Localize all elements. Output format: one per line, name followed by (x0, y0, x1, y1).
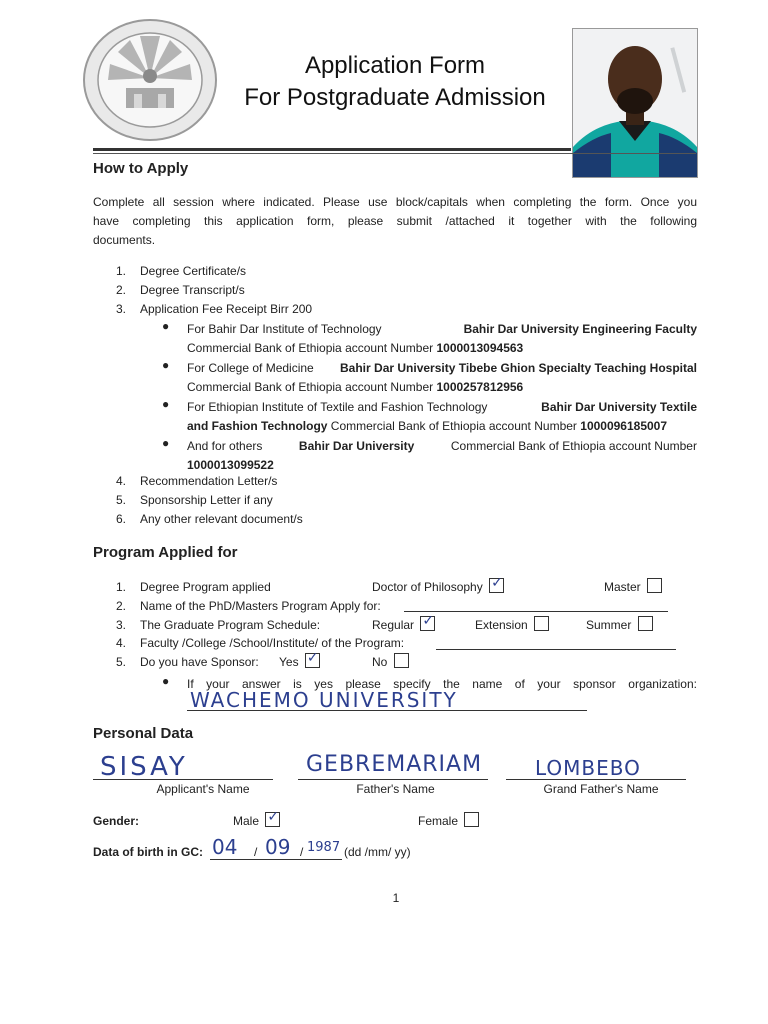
header-rule-thick (93, 148, 571, 151)
father-name-line (298, 779, 488, 780)
bank-label: Commercial Bank of Ethiopia account Number (187, 380, 434, 394)
list-number: 2. (115, 283, 126, 297)
master-label: Master (604, 580, 641, 594)
no-label: No (372, 655, 388, 669)
female-label: Female (418, 814, 459, 828)
phd-label: Doctor of Philosophy (372, 580, 483, 594)
father-name-caption: Father's Name (356, 782, 435, 796)
fee-account-line (187, 417, 667, 436)
fee-beneficiary: Bahir Dar University Textile (541, 400, 697, 414)
bullet-icon: ● (162, 674, 170, 688)
fee-account-line (187, 378, 523, 397)
check-mark-icon: ✓ (306, 650, 319, 666)
sponsor-label: Do you have Sponsor: (140, 655, 259, 669)
sponsor-yes-option[interactable] (279, 650, 320, 672)
dob-day-value[interactable]: 04 (212, 835, 238, 859)
fee-beneficiary: Bahir Dar University (298, 439, 415, 453)
list-item: Degree Certificate/s (140, 264, 247, 278)
grandfather-name-value[interactable]: LOMBEBO (535, 756, 641, 780)
question-number: 2. (115, 599, 126, 613)
fee-unit: For College of Medicine (187, 361, 314, 375)
list-number: 4. (115, 474, 126, 488)
extension-label: Extension (475, 618, 528, 632)
bank-label: Commercial Bank of Ethiopia account Number (187, 341, 434, 355)
father-name-value[interactable]: GEBREMARIAM (306, 752, 483, 777)
personal-data-heading: Personal Data (93, 725, 194, 742)
program-heading: Program Applied for (93, 544, 238, 561)
schedule-label: The Graduate Program Schedule: (140, 618, 321, 632)
grandfather-name-line (506, 779, 686, 780)
master-checkbox[interactable] (647, 578, 662, 593)
how-to-apply-heading: How to Apply (93, 160, 189, 177)
female-checkbox[interactable] (464, 812, 479, 827)
female-option[interactable] (418, 812, 479, 831)
summer-label: Summer (586, 618, 632, 632)
degree-program-label: Degree Program applied (140, 580, 271, 594)
summer-option[interactable] (586, 616, 653, 635)
master-option[interactable] (604, 578, 662, 597)
check-mark-icon: ✓ (491, 575, 503, 591)
intro-line-1: Complete all session where indicated. Please use block/capitals when completing the form. Once you (93, 195, 697, 209)
account-number: 1000013094563 (436, 341, 524, 355)
check-mark-icon: ✓ (267, 809, 280, 825)
form-title: Application Form (304, 52, 486, 79)
grandfather-name-caption: Grand Father's Name (543, 782, 659, 796)
sponsor-prompt: If your answer is yes please specify the name of your sponsor organization: (187, 677, 697, 691)
question-number: 5. (115, 655, 126, 669)
dob-format-hint: (dd /mm/ yy) (344, 845, 411, 859)
bullet-icon: ● (162, 397, 170, 411)
extension-checkbox[interactable] (534, 616, 549, 631)
dob-separator: / (254, 845, 258, 859)
program-name-field[interactable] (404, 611, 668, 612)
fee-account-line (187, 320, 697, 339)
account-number: 1000096185007 (580, 419, 668, 433)
intro-line-3: documents. (93, 233, 156, 247)
form-subtitle: For Postgraduate Admission (244, 84, 546, 111)
intro-line-2: have completing this application form, please submit /attached it together with the following (93, 214, 697, 228)
sponsor-yes-checkbox[interactable] (305, 650, 320, 668)
list-number: 6. (115, 512, 126, 526)
list-number: 3. (115, 302, 126, 316)
fee-beneficiary: Bahir Dar University Tibebe Ghion Specialty Teaching Hospital (340, 361, 697, 375)
applicant-photo (572, 28, 698, 178)
dob-label: Data of birth in GC: (93, 845, 203, 859)
fee-unit: For Ethiopian Institute of Textile and Fashion Technology (187, 400, 488, 414)
fee-beneficiary: and Fashion Technology (187, 419, 328, 433)
regular-label: Regular (372, 618, 415, 632)
account-number: 1000257812956 (436, 380, 524, 394)
list-item: Degree Transcript/s (140, 283, 245, 297)
sponsor-organization-value[interactable]: WACHEMO UNIVERSITY (190, 688, 458, 712)
account-number: 1000013099522 (187, 458, 274, 472)
list-item: Recommendation Letter/s (140, 474, 278, 488)
fee-account-line (187, 339, 523, 358)
gender-label: Gender: (93, 814, 140, 828)
list-item: Any other relevant document/s (140, 512, 303, 526)
sponsor-no-checkbox[interactable] (394, 653, 409, 668)
regular-checkbox[interactable] (420, 613, 435, 631)
dob-underline (210, 859, 342, 860)
page-number: 1 (392, 891, 400, 905)
faculty-label: Faculty /College /School/Institute/ of the Program: (140, 636, 405, 650)
phd-checkbox[interactable] (489, 575, 504, 593)
male-option[interactable] (233, 809, 280, 831)
bullet-icon: ● (162, 319, 170, 333)
yes-label: Yes (279, 655, 299, 669)
male-checkbox[interactable] (265, 809, 280, 827)
dob-year-value[interactable]: 1987 (307, 840, 341, 855)
bank-label: Commercial Bank of Ethiopia account Number (330, 419, 577, 433)
fee-unit: For Bahir Dar Institute of Technology (187, 322, 382, 336)
check-mark-icon: ✓ (422, 613, 435, 629)
bullet-icon: ● (162, 358, 170, 372)
program-name-label: Name of the PhD/Masters Program Apply for: (140, 599, 381, 613)
question-number: 4. (115, 636, 126, 650)
header-rule-thin (93, 153, 696, 154)
regular-option[interactable] (372, 613, 435, 635)
sponsor-no-option[interactable] (372, 653, 409, 672)
applicant-name-value[interactable]: SISAY (100, 752, 188, 782)
list-item: Sponsorship Letter if any (140, 493, 273, 507)
fee-account-line (187, 437, 697, 456)
fee-unit: And for others (187, 439, 263, 453)
list-number: 1. (115, 264, 126, 278)
summer-checkbox[interactable] (638, 616, 653, 631)
fee-account-line (187, 359, 697, 378)
question-number: 3. (115, 618, 126, 632)
question-number: 1. (115, 580, 126, 594)
university-seal-logo (82, 18, 218, 142)
bank-label: Commercial Bank of Ethiopia account Number (450, 439, 697, 453)
faculty-field[interactable] (436, 649, 676, 650)
phd-option[interactable] (372, 575, 504, 597)
list-item: Application Fee Receipt Birr 200 (140, 302, 313, 316)
fee-account-line (187, 398, 697, 417)
male-label: Male (233, 814, 260, 828)
bullet-icon: ● (162, 436, 170, 450)
applicant-name-caption: Applicant's Name (156, 782, 250, 796)
list-number: 5. (115, 493, 126, 507)
extension-option[interactable] (475, 616, 549, 635)
dob-month-value[interactable]: 09 (265, 835, 291, 859)
fee-beneficiary: Bahir Dar University Engineering Faculty (463, 322, 697, 336)
applicant-name-line (93, 779, 273, 780)
dob-separator: / (300, 845, 304, 859)
